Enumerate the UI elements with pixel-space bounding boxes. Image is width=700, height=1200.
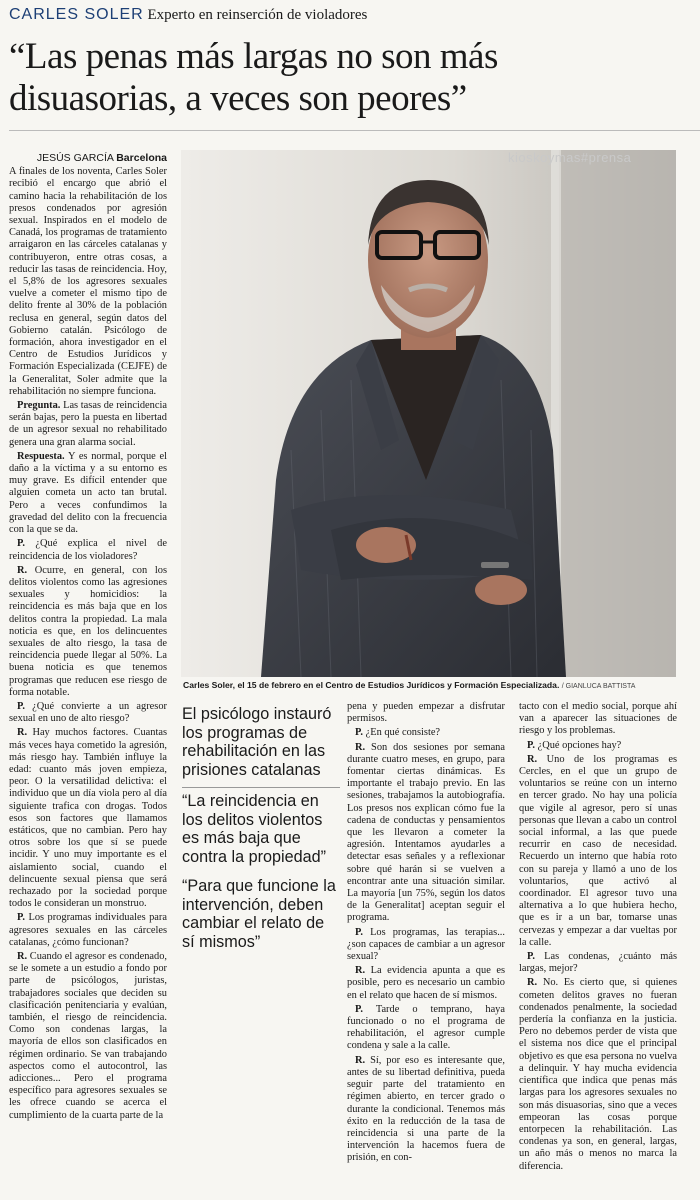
headline-line-1: “Las penas más largas no son más: [9, 36, 498, 77]
photo-caption: [183, 680, 678, 690]
question: [347, 727, 505, 739]
pullquote-summary: El psicólogo instauró los programas de rehabilitación en las prisiones catalanas: [182, 705, 332, 779]
question: [519, 951, 677, 975]
photo-credit: / GIANLUCA BATTISTA: [561, 683, 636, 690]
portrait-photo: [181, 150, 676, 677]
answer-label: R.: [355, 965, 366, 977]
question-label: P.: [17, 700, 25, 712]
answer-label: R.: [527, 753, 538, 765]
answer: [9, 951, 167, 1122]
pullquote-1: “La reincidencia en los delitos violentos es más baja que contra la propiedad”: [182, 787, 340, 866]
answer-label: R.: [17, 727, 28, 739]
question-label: P.: [527, 951, 535, 963]
question: [9, 912, 167, 949]
answer-label: Respuesta.: [17, 450, 65, 462]
answer: [9, 451, 167, 536]
article-column-3: [347, 701, 505, 1167]
answer-text: Uno de los programas es Cercles, en el que un grupo de voluntarios se reúne con un interno en tercer grado. No hay una policía que vigile al agresor, pero sí unas personas que llevan a cabo un control social informal, a las que puede recurrir en caso de necesidad. Recuerdo un interno que había roto con su pareja y llamó a uno de los voluntarios, que activó al coordinador. El agresor tuvo una alternativa a lo que hubiera hecho, que es ir a un bar, tomarse unas cervezas y empezar a dar vueltas por la calle.: [519, 753, 677, 948]
answer: [519, 977, 677, 1172]
answer-text: Ocurre, en general, con los delitos violentos como las agresiones sexuales y homicidios: la reincidencia es más baja que en los delitos contra la propiedad. La mala noticia es que, en los delincuentes sexuales de alto riesgo, la tasa de reincidencia puede llegar al 50%. La buena noticia es que tenemos programas que reducen ese riesgo de forma notable.: [9, 564, 167, 698]
question-text: Tarde o temprano, haya funcionado o no el programa de rehabilitación, el agresor cumple condena y sale a la calle.: [347, 1003, 505, 1052]
intro-paragraph: A finales de los noventa, Carles Soler recibió el encargo que abrió el camino hacia la rehabilitación de los presos condenados por agresión sexual. Inspirados en el modelo de Canadá, los programas de tratamiento arraigaron en las cárceles catalanas y contribuyeron, entre otras cosas, a reducir las tasas de reincidencia. Hoy, el 5,8% de los agresores sexuales vuelve a cometer el mismo tipo de delito frente al 30% de la población reclusa en general, según datos del Gobierno catalán. Psicólogo de formación, ahora investigador en el Centro de Estudios Jurídicos y Formación Especializada (CEJFE) de la Generalitat, Soler admite que la rehabilitación no siempre funciona.: [9, 166, 167, 397]
question-label: P.: [527, 739, 535, 751]
question: [9, 400, 167, 449]
article-column-4: [519, 701, 677, 1175]
question-text: Las condenas, ¿cuánto más largas, mejor?: [519, 951, 677, 975]
answer-text: Sí, por eso es interesante que, antes de su libertad definitiva, pueda seguir parte del tratamiento en régimen abierto, en tercer grado o durante la condicional. Tenemos más éxito en la reducción de la tasa de reincidencia si una parte de la intervención la hacemos fuera de prisión, en con-: [347, 1054, 505, 1164]
answer-label: R.: [355, 741, 366, 753]
answer: [347, 965, 505, 1002]
kicker: [9, 6, 367, 24]
question: [347, 1004, 505, 1053]
interviewee-name: CARLES SOLER: [9, 6, 144, 23]
byline-city: Barcelona: [116, 152, 167, 164]
continuation-paragraph: pena y pueden empezar a disfrutar permisos.: [347, 701, 505, 725]
question-text: ¿Qué convierte a un agresor sexual en uno de alto riesgo?: [9, 700, 167, 725]
question-text: Los programas, las terapias... ¿son capaces de cambiar a un agresor sexual?: [347, 926, 505, 963]
question-label: P.: [355, 1003, 363, 1015]
answer-text: No. Es cierto que, si quienes cometen delitos graves no fueran condenados penalmente, la sociedad perdería la confianza en la justicia. Pero no debemos perder de vista que el sistema nos dice que el principal objetivo es que esa persona no vuelva a delinquir. Y hay mucha evidencia científica que indica que penas más largas para los agresores sexuales no son más disuasorias, sino que a veces empeoran las cosas porque entorpecen la rehabilitación. Las condenas ya son, en general, largas, un año más o menos no marca la diferencia.: [519, 977, 677, 1172]
answer: [347, 742, 505, 925]
question: [519, 740, 677, 752]
answer-text: La evidencia apunta a que es posible, pero es necesario un cambio en el relato que hacen de sí mismos.: [347, 965, 505, 1001]
question-text: ¿Qué opciones hay?: [537, 739, 622, 751]
headline: [9, 36, 699, 120]
question: [9, 701, 167, 725]
pullquote-2: “Para que funcione la intervención, deben cambiar el relato de sí mismos”: [182, 877, 336, 951]
byline-author: JESÚS GARCÍA: [36, 152, 114, 164]
answer: [347, 1055, 505, 1165]
headline-line-2: disuasorias, a veces son peores”: [9, 78, 467, 119]
byline: [9, 152, 167, 164]
article-column-1: [9, 152, 167, 1124]
question-text: ¿Qué explica el nivel de reincidencia de los violadores?: [9, 538, 167, 562]
answer: [9, 727, 167, 910]
answer-text: Hay muchos factores. Cuantas más veces haya cometido la agresión, más riesgo hay. También influye la edad: cuanto más joven empieza, peor. O la versatilidad delictiva: el individuo que un día viola pero al día siguiente trafica con drogas. Todos esos son factores que llamamos estáticos, que no cambian. Pero hay otros sobre los que sí se puede incidir. Y uno muy importante es el aislamiento social, cuando el delincuente sexual piensa que será rechazado por la sociedad porque todos le consideran un monstruo.: [9, 727, 167, 910]
question-text: Los programas individuales para agresores sexuales en las cárceles catalanas, ¿cómo funcionan?: [9, 912, 167, 948]
answer-text: Y es normal, porque el daño a la víctima y a su entorno es muy grave. Es difícil entender que alguien cometa un acto tan brutal. Pero a veces confundimos la gravedad del delito con la frecuencia con la que se da.: [9, 450, 168, 536]
question-label: P.: [355, 727, 363, 739]
question: [347, 927, 505, 964]
answer-text: Son dos sesiones por semana durante cuatro meses, en grupo, para fomentar ciertas dinámicas. Es importante el trabajo previo. En las sesiones, trabajamos la autobiografía. Los presos nos explican cómo fue la cadena de conductas y pensamientos que les llevaron a cometer la agresión. Intentamos ayudarles a detectar esas señales y a reflexionar sobre qué harán si se vuelven a encontrar ante una situación similar. La mayoría [un 75%, según los datos de la Generalitat] aceptan seguir el programa.: [347, 741, 505, 924]
answer-label: R.: [355, 1054, 366, 1066]
answer-text: Cuando el agresor es condenado, se le somete a un estudio a fondo por parte de psicólogos, juristas, trabajadores sociales que deciden su clasificación penitenciaria y evalúan, también, el riesgo de reincidencia. Como son condenas largas, la mayoría de ellos son clasificados en régimen ordinario. Se van trabajando aspectos como el autocontrol, las adicciones... Pero el programa específico para agresores sexuales se les ofrece cuando se acerca el cumplimiento de la cuarta parte de la: [9, 951, 167, 1121]
answer-label: R.: [17, 564, 28, 576]
question-text: Las tasas de reincidencia serán bajas, pero la puesta en libertad de un agresor sexual no rehabilitado genera una gran alarma social.: [9, 400, 167, 448]
continuation-paragraph: tacto con el medio social, porque ahí van a aparecer las situaciones de riesgo y los problemas.: [519, 701, 677, 737]
question: [9, 538, 167, 562]
interviewee-role: Experto en reinserción de violadores: [147, 7, 368, 23]
portrait-illustration: [181, 150, 676, 677]
question-label: P.: [17, 538, 25, 550]
answer-label: R.: [17, 951, 28, 962]
answer-label: R.: [527, 977, 538, 989]
answer: [9, 565, 167, 699]
header-rule: [9, 130, 700, 131]
question-label: P.: [17, 912, 25, 924]
watermark: kioskoymas#prensa: [508, 150, 632, 165]
question-text: ¿En qué consiste?: [365, 727, 441, 739]
question-label: Pregunta.: [17, 400, 61, 412]
question-label: P.: [355, 926, 363, 938]
answer: [519, 754, 677, 949]
caption-text: Carles Soler, el 15 de febrero en el Centro de Estudios Jurídicos y Formación Especializada.: [183, 680, 560, 690]
